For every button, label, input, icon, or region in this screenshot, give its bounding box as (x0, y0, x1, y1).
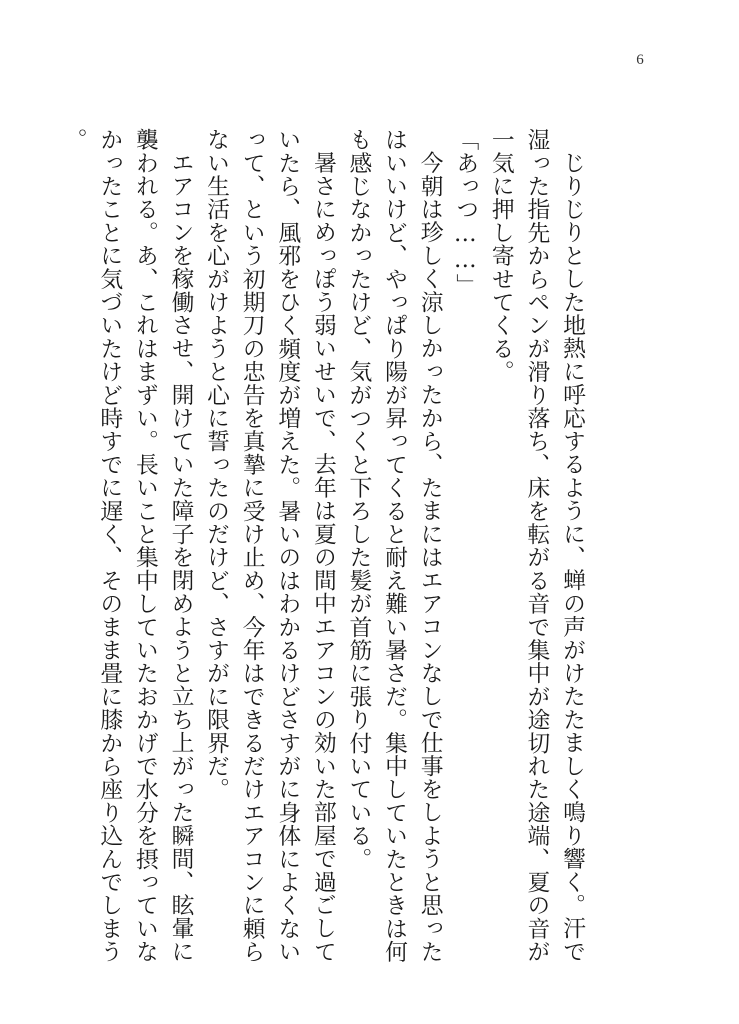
body-text (60, 128, 589, 968)
paragraph-3: 暑さにめっぽう弱いせいで、去年は夏の間中エアコンの効いた部屋で過ごしていたら、風邪をひく頻度が増えた。暑いのはわかるけどさすがに身体によくないって、という初期刀の忠告を真摯に受け止め、今年はできるだけエアコンに頼らない生活を心がけようと心に誓ったのだけど、さすがに限界だ。 (203, 128, 336, 964)
paragraph-1: じりじりとした地熱に呼応するように、蝉の声がけたたましく鳴り響く。汗で湿った指先からペンが滑り落ち、床を転がる音で集中が途切れた途端、夏の音が一気に押し寄せてくる。 (487, 128, 585, 964)
dialogue-line: 「あっつ……」 (452, 128, 479, 297)
page-number: 6 (636, 52, 644, 68)
paragraph-2: 今朝は珍しく涼しかったから、たまにはエアコンなしで仕事をしようと思ったはいいけど、やっぱり陽が昇ってくると耐え難い暑さだ。集中していたときは何も感じなかったけど、気がつくと下ろした髪が首筋に張り付いている。 (345, 128, 443, 964)
paragraph-4: エアコンを稼働させ、開けていた障子を閉めようと立ち上がった瞬間、眩暈に襲われる。あ、これはまずい。長いこと集中していたおかげで水分を摂っていなかったことに気づいたけど時すでに遅く、そのまま畳に膝から座り込んでしまう。 (60, 128, 194, 964)
